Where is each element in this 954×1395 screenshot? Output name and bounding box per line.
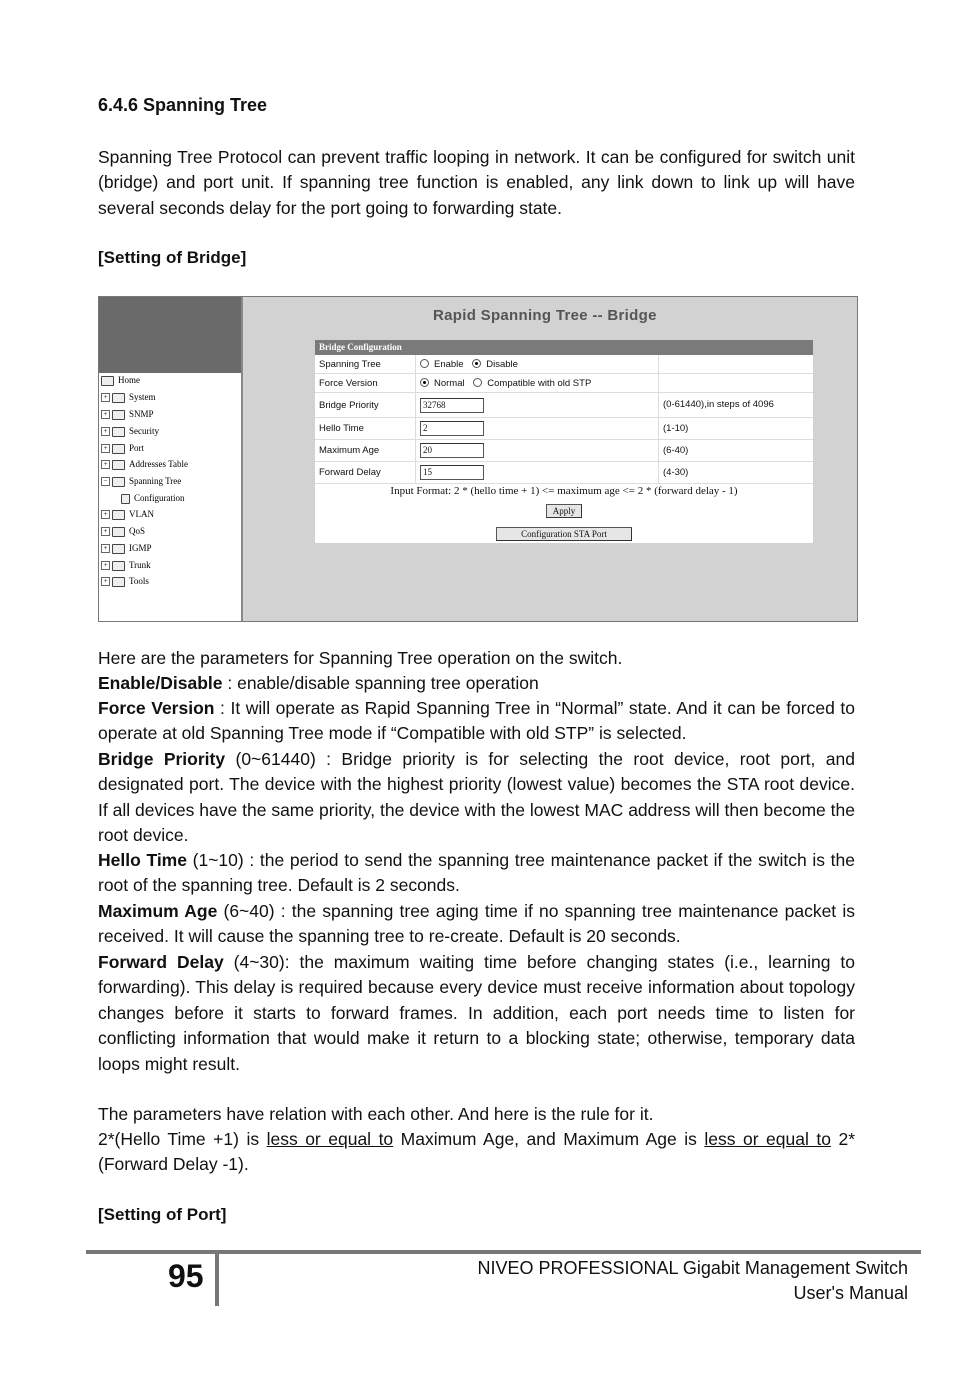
table-row: Force Version Normal Compatible with old STP [315,374,813,393]
row-label: Forward Delay [315,462,416,484]
page-icon [121,494,130,504]
folder-icon [112,444,125,454]
enable-radio[interactable] [420,359,429,368]
navigation-tree [99,297,243,621]
folder-icon [112,510,125,520]
footer-rule [86,1250,921,1254]
row-label: Maximum Age [315,440,416,462]
row-note: (4-30) [659,462,814,484]
folder-icon [112,544,125,554]
expand-icon[interactable]: + [101,460,110,469]
folder-icon [112,460,125,470]
expand-icon[interactable]: + [101,393,110,402]
tree-item-qos[interactable]: + QoS [101,526,145,537]
row-note [659,374,814,393]
folder-icon [112,427,125,437]
expand-icon[interactable]: + [101,544,110,553]
port-subheading: [Setting of Port] [98,1205,227,1224]
table-row: Spanning Tree Enable Disable [315,355,813,374]
row-label: Spanning Tree [315,355,416,374]
expand-icon[interactable]: + [101,510,110,519]
table-row [315,440,813,462]
param-forward-delay: Forward Delay (4~30): the maximum waiting time before changing states (i.e., learning to forwarding). This delay is required because every device must receive information about topology changes before it starts to forward frames. In addition, each port needs time to listen for conflicting information that would make it return to a blocking state; otherwise, temporary data loops might result. [98,952,855,1074]
compatible-radio[interactable] [473,378,482,387]
tree-item-security[interactable]: + Security [101,426,159,437]
folder-icon [112,561,125,571]
expand-icon[interactable]: + [101,444,110,453]
expand-icon[interactable]: + [101,577,110,586]
param-force-version: Force Version : It will operate as Rapid Spanning Tree in “Normal” state. And it can be forced to operate at old Spanning Tree mode if “Compatible with old STP” is selected. [98,698,855,744]
intro-paragraph: Spanning Tree Protocol can prevent traffic looping in network. It can be configured for switch unit (bridge) and port unit. If spanning tree function is enabled, any link down to link up will have several seconds delay for the port going to forwarding state. [98,147,855,218]
tree-item-snmp[interactable]: + SNMP [101,409,154,420]
config-header: Bridge Configuration [315,340,813,355]
row-label: Hello Time [315,418,416,440]
tree-item-configuration[interactable]: Configuration [121,493,185,504]
folder-icon [112,577,125,587]
bridge-config-table [315,340,813,543]
params-intro: Here are the parameters for Spanning Tree operation on the switch. [98,648,623,668]
folder-icon [112,527,125,537]
folder-icon [112,393,125,403]
collapse-icon[interactable]: − [101,477,110,486]
section-heading: 6.4.6 Spanning Tree [98,95,268,115]
tree-header-block [99,297,241,373]
table-row [315,462,813,484]
expand-icon[interactable]: + [101,561,110,570]
folder-open-icon [112,477,125,487]
tree-item-spanning-tree[interactable]: − Spanning Tree [101,476,181,487]
relation-text: The parameters have relation with each other. And here is the rule for it. [98,1104,654,1124]
footer-title: NIVEO PROFESSIONAL Gigabit Management Switch User's Manual [477,1258,908,1303]
tree-item-port[interactable]: + Port [101,443,144,454]
tree-item-tools[interactable]: + Tools [101,576,149,587]
hello-time-input[interactable]: 2 [420,421,484,436]
bridge-config-screenshot [98,296,858,622]
folder-icon [112,410,125,420]
configuration-sta-port-button[interactable]: Configuration STA Port [496,527,632,541]
forward-delay-input[interactable]: 15 [420,465,484,480]
disable-radio[interactable] [472,359,481,368]
tree-item-vlan[interactable]: + VLAN [101,509,154,520]
bridge-subheading: [Setting of Bridge] [98,248,247,267]
expand-icon[interactable]: + [101,427,110,436]
content-pane [245,297,857,621]
panel-title: Rapid Spanning Tree -- Bridge [433,307,657,324]
row-note [659,355,814,374]
apply-button[interactable]: Apply [546,504,583,518]
param-bridge-priority: Bridge Priority (0~61440) : Bridge priority is for selecting the root device, root port, and designated port. The device with the highest priority (lowest value) becomes the STA root device. If all devices have the same priority, the device with the lowest MAC address will then become the root device. [98,749,855,846]
folder-icon [101,376,114,386]
row-note: (0-61440),in steps of 4096 [659,393,814,418]
param-maximum-age: Maximum Age (6~40) : the spanning tree aging time if no spanning tree maintenance packet is received. It will cause the spanning tree to re-create. Default is 20 seconds. [98,901,855,947]
row-note: (6-40) [659,440,814,462]
param-hello-time: Hello Time (1~10) : the period to send the spanning tree maintenance packet if the switch is the root of the spanning tree. Default is 2 seconds. [98,850,855,896]
tree-item-addresses-table[interactable]: + Addresses Table [101,459,188,470]
tree-item-system[interactable]: + System [101,392,156,403]
maximum-age-input[interactable]: 20 [420,443,484,458]
row-label: Force Version [315,374,416,393]
bridge-priority-input[interactable]: 32768 [420,398,484,413]
normal-radio[interactable] [420,378,429,387]
table-row [315,393,813,418]
rule-text: 2*(Hello Time +1) is less or equal to Maximum Age, and Maximum Age is less or equal to 2*(Forward Delay -1). [98,1129,856,1175]
footer-divider [215,1254,219,1306]
param-enable-disable: Enable/Disable : enable/disable spanning tree operation [98,673,539,693]
page-number: 95 [168,1258,204,1294]
input-format-text: Input Format: 2 * (hello time + 1) <= maximum age <= 2 * (forward delay - 1) [390,485,738,497]
table-row [315,418,813,440]
expand-icon[interactable]: + [101,527,110,536]
tree-item-home[interactable]: Home [101,375,140,386]
expand-icon[interactable]: + [101,410,110,419]
row-label: Bridge Priority [315,393,416,418]
tree-item-trunk[interactable]: + Trunk [101,560,151,571]
tree-item-igmp[interactable]: + IGMP [101,543,152,554]
row-note: (1-10) [659,418,814,440]
